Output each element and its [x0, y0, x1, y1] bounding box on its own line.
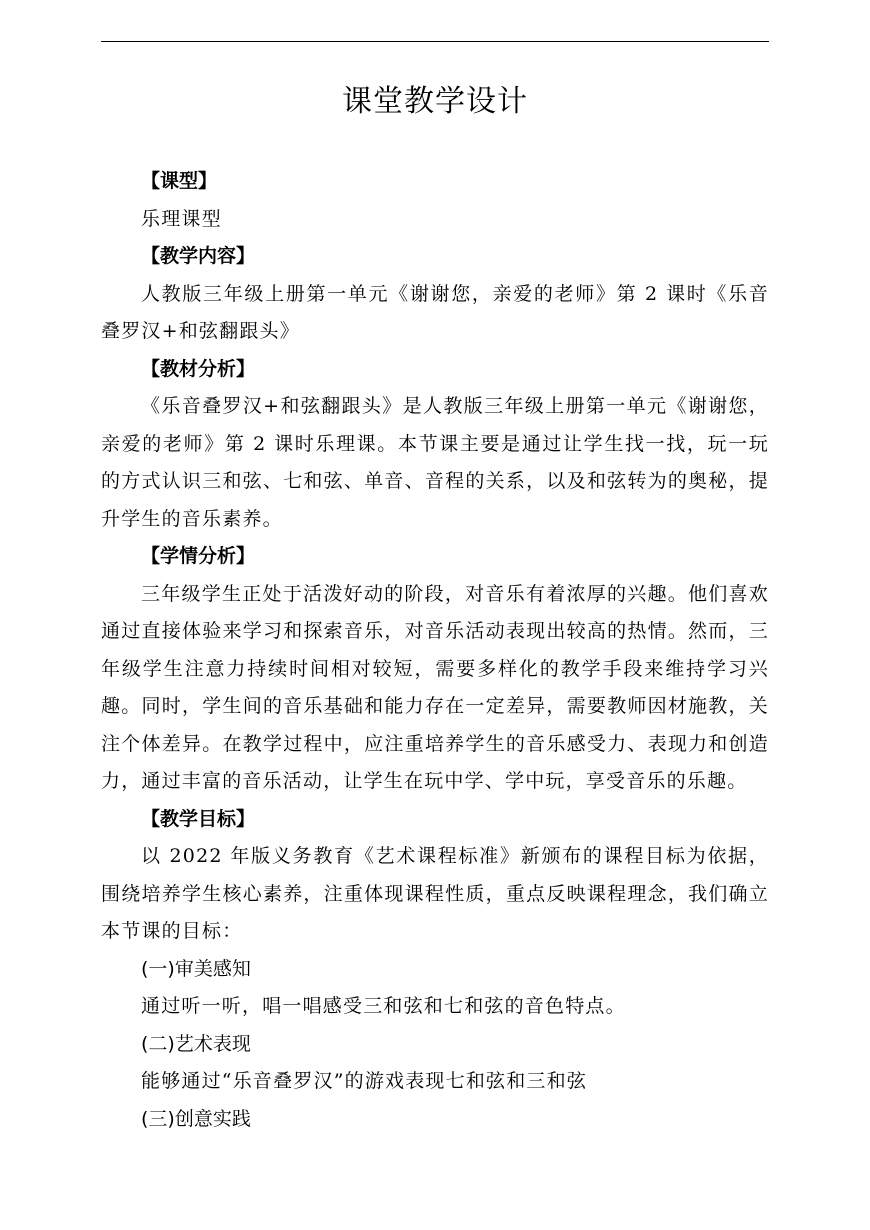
objective-text-expression: 能够通过“乐音叠罗汉”的游戏表现七和弦和三和弦 [141, 1070, 588, 1092]
section-heading-material-analysis: 【教材分析】 [141, 357, 256, 380]
objectives-paragraph: 以 2022 年版义务教育《艺术课程标准》新颁布的课程目标为依据，围绕培养学生核心素养，注重体现课程性质，重点反映课程理念，我们确立本节课的目标： [101, 845, 769, 942]
objective-heading-expression: (二)艺术表现 [141, 1032, 251, 1055]
objective-heading-creative: (三)创意实践 [141, 1107, 251, 1130]
section-heading-lesson-type: 【课型】 [141, 170, 218, 192]
document-body [101, 163, 769, 1138]
material-analysis-paragraph: 《乐音叠罗汉+和弦翻跟头》是人教版三年级上册第一单元《谢谢您，亲爱的老师》第 2 课时乐理课。本节课主要是通过让学生找一找，玩一玩的方式认识三和弦、七和弦、单音、音程的关系，以及和弦转为的奥秘，提升学生的音乐素养。 [101, 395, 769, 530]
objective-heading-aesthetic: (一)审美感知 [141, 957, 251, 980]
content-paragraph: 人教版三年级上册第一单元《谢谢您，亲爱的老师》第 2 课时《乐音叠罗汉+和弦翻跟头》 [101, 282, 769, 342]
section-heading-content: 【教学内容】 [141, 245, 256, 267]
lesson-type-text: 乐理课型 [141, 207, 222, 230]
objective-text-aesthetic: 通过听一听，唱一唱感受三和弦和七和弦的音色特点。 [141, 995, 626, 1017]
document-title: 课堂教学设计 [342, 84, 528, 119]
student-analysis-paragraph: 三年级学生正处于活泼好动的阶段，对音乐有着浓厚的兴趣。他们喜欢通过直接体验来学习和探索音乐，对音乐活动表现出较高的热情。然而，三年级学生注意力持续时间相对较短，需要多样化的教学手段来维持学习兴趣。同时，学生间的音乐基础和能力存在一定差异，需要教师因材施教，关注个体差异。在教学过程中，应注重培养学生的音乐感受力、表现力和创造力，通过丰富的音乐活动，让学生在玩中学、学中玩，享受音乐的乐趣。 [101, 582, 769, 792]
header-rule [101, 41, 769, 42]
section-heading-student-analysis: 【学情分析】 [141, 545, 256, 567]
section-heading-objectives: 【教学目标】 [141, 807, 256, 830]
